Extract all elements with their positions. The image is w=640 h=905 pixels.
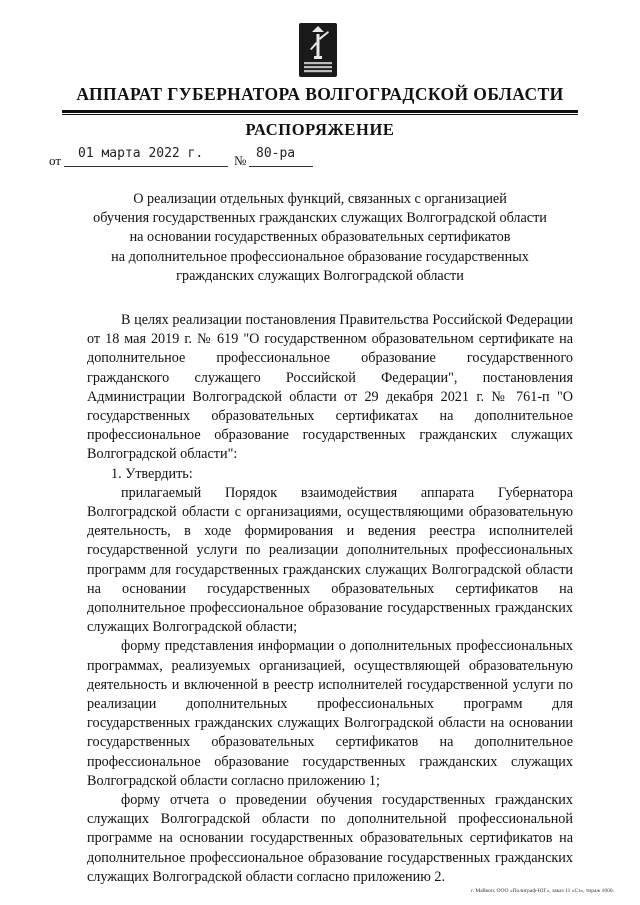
- subject-line: обучения государственных гражданских служащих Волгоградской области: [93, 210, 547, 227]
- header-rule-thick: [62, 110, 578, 113]
- volgograd-emblem-icon: [298, 22, 338, 78]
- subject-line: на дополнительное профессиональное образование государственных: [111, 248, 529, 265]
- number-value: 80-ра: [256, 146, 296, 161]
- subject-line: гражданских служащих Волгоградской области: [176, 267, 464, 284]
- subject-line: О реализации отдельных функций, связанных с организацией: [133, 191, 507, 207]
- header-rule-thin: [62, 114, 578, 115]
- document-body: [87, 311, 573, 887]
- subject-line: на основании государственных образовательных сертификатов: [129, 229, 511, 246]
- clause-heading: 1. Утвердить:: [111, 465, 193, 482]
- preamble-paragraph: В целях реализации постановления Правительства Российской Федерации от 18 мая 2019 г. № 619 "О государственном образовательном сертификате на дополнительное профессиональное образование государственного гражданского служащего Российской Федерации", постановления Администрации Волгоградской области от 29 декабря 2021 г. № 761-п "О государственных образовательных сертификатах на дополнительное профессиональное образование государственных гражданских служащих Волгоградской области":: [87, 312, 573, 463]
- print-info: г. Майкоп, ООО «Полиграф-ЮГ», заказ 11 «Сз», тираж 1000.: [471, 888, 614, 894]
- date-underline: [64, 166, 228, 167]
- clause-item: форму представления информации о дополнительных профессиональных программах, реализуемых организацией, осуществляющей образовательную деятельность и включенной в реестр исполнителей государственной услуги по реализации дополнительных профессиональных программ для государственных гражданских служащих Волгоградской области на основании государственных образовательных сертификатов на дополнительное профессиональное образование государственных гражданских служащих Волгоградской области согласно приложению 1;: [87, 638, 573, 789]
- organization-name: АППАРАТ ГУБЕРНАТОРА ВОЛГОГРАДСКОЙ ОБЛАСТИ: [76, 84, 564, 104]
- date-number-row: [0, 146, 640, 172]
- clause-item: прилагаемый Порядок взаимодействия аппарата Губернатора Волгоградской области с организациями, осуществляющими образовательную деятельность, в ходе формирования и ведения реестра исполнителей государственной услуги по реализации дополнительных профессиональных программ для государственных гражданских служащих Волгоградской области на основании государственных образовательных сертификатов на дополнительное профессиональное образование государственных гражданских служащих Волгоградской области;: [87, 484, 573, 636]
- document-type: РАСПОРЯЖЕНИЕ: [245, 120, 395, 139]
- number-label: №: [234, 153, 247, 168]
- number-underline: [249, 166, 313, 167]
- date-label: от: [49, 153, 62, 168]
- clause-item: форму отчета о проведении обучения государственных гражданских служащих Волгоградской области по дополнительной профессиональной программе на основании государственных образовательных сертификатов на дополнительное профессиональное образование государственных гражданских служащих Волгоградской области согласно приложению 2.: [87, 792, 573, 885]
- date-value: 01 марта 2022 г.: [78, 146, 204, 161]
- document-subject: [60, 190, 580, 286]
